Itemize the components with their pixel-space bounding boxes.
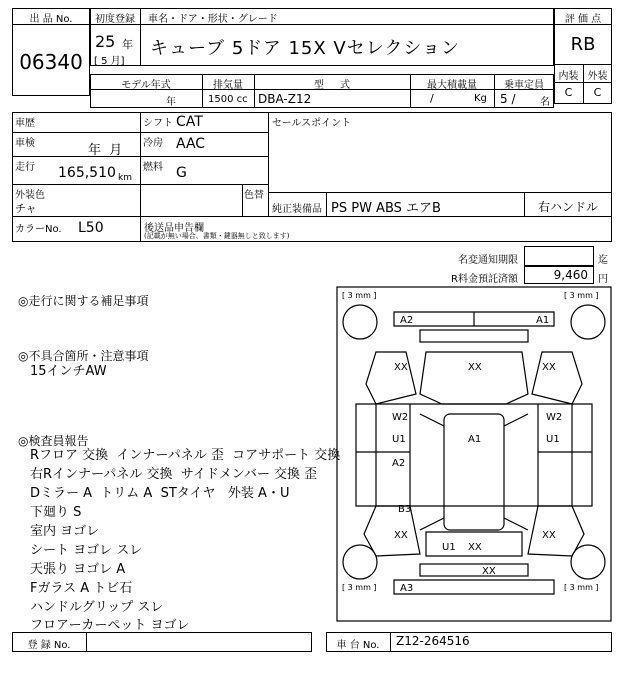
handle: 右ハンドル	[537, 200, 598, 214]
first-reg-label: 初度登録	[95, 14, 135, 25]
inspector-line: ハンドルグリップ スレ	[30, 600, 164, 615]
sales-point-label: セールスポイント	[272, 118, 352, 129]
inspector-line: Dミラー A トリム A STタイヤ 外装 A・U	[30, 486, 290, 501]
deadline-box	[524, 246, 594, 266]
color-no-label: カラーNo.	[15, 224, 62, 235]
recycle-value: 9,460	[553, 268, 588, 282]
tire-label-rr: [ 3 mm ]	[564, 583, 599, 592]
delivery-note: (記載が無い場合、書類・鍵器無しと致します)	[144, 232, 290, 240]
tire-label-rl: [ 3 mm ]	[342, 583, 377, 592]
score: RB	[570, 34, 596, 55]
fuel-label: 燃料	[143, 162, 163, 173]
roof	[444, 414, 504, 530]
mark-left-rear-door: A2	[392, 458, 406, 469]
chassis-label: 車 台 No.	[336, 640, 380, 651]
name-label: 車名・ドア・形状・グレード	[148, 14, 278, 25]
inspector-line: 室内 ヨゴレ	[30, 524, 100, 539]
mark-rear-panel: XX	[482, 566, 496, 577]
tire-label-fl: [ 3 mm ]	[342, 291, 377, 300]
mark-right-front-door-1: W2	[546, 412, 563, 423]
tire-front-right	[571, 305, 605, 339]
max-load-value: /	[430, 92, 434, 105]
first-reg-month: [ 5 月]	[94, 56, 125, 67]
mark-left-front-door-1: W2	[392, 412, 409, 423]
right-front-fender	[532, 352, 582, 404]
inspector-line: Fガラス A トビ石	[30, 581, 133, 596]
mark-back-door-1: U1	[442, 542, 456, 553]
tire-front-left	[343, 305, 377, 339]
capacity-unit: 名	[540, 97, 550, 108]
diagram-frame	[337, 287, 611, 621]
max-load-label: 最大積載量	[427, 80, 477, 91]
lot-label: 出 品 No.	[29, 14, 73, 25]
inspection-label: 車検	[15, 138, 35, 149]
exterior-label: 外装	[587, 71, 608, 82]
tire-rear-left	[343, 545, 377, 579]
displacement-label: 排気量	[213, 80, 243, 91]
equipment-label: 純正装備品	[272, 204, 322, 215]
capacity: 5 /	[500, 92, 516, 106]
model-year-label: モデル年式	[121, 80, 171, 91]
inspector-line: 右Rインナーパネル 交換 サイドメンバー 交換 歪	[30, 467, 318, 482]
left-front-fender	[366, 352, 416, 404]
history-label: 車歴	[15, 118, 35, 129]
mark-left-front-fender: XX	[394, 362, 408, 373]
lot-number: 06340	[19, 50, 83, 74]
shift-label: シフト	[143, 118, 173, 129]
mark-left-quarter-1: B3	[398, 504, 412, 515]
mark-left-quarter-2: XX	[394, 530, 408, 541]
mark-right-front-door-2: U1	[546, 434, 560, 445]
mark-right-front-fender: XX	[542, 362, 556, 373]
driving-title: ◎走行に関する補足事項	[18, 294, 149, 308]
right-quarter	[528, 506, 584, 556]
interior-grade: C	[564, 86, 573, 99]
rear-panel	[420, 564, 528, 576]
chassis-no: Z12-264516	[396, 634, 470, 648]
mark-hood: XX	[468, 362, 482, 373]
repaint-label: 色替	[244, 190, 264, 201]
exterior-grade: C	[593, 86, 602, 99]
first-reg-year: 25	[95, 32, 116, 51]
mileage: 165,510	[58, 165, 116, 181]
recycle-label: R料金預託済額	[451, 274, 518, 285]
defects-title: ◎不具合箇所・注意事項	[18, 349, 149, 363]
deadline-unit: 迄	[598, 255, 608, 266]
inspector-line: Rフロア 交換 インナーパネル 歪 コアサポート 交換	[30, 448, 341, 463]
color: チャ	[15, 202, 37, 215]
ac-label: 冷房	[143, 138, 163, 149]
mileage-label: 走行	[15, 162, 35, 173]
mark-back-door-2: XX	[468, 542, 482, 553]
inspector-line: 天張り ヨゴレ A	[30, 562, 126, 577]
interior-label: 内装	[558, 71, 579, 82]
front-grille	[420, 330, 528, 342]
color-no: L50	[78, 220, 104, 236]
mark-front-bumper-right: A1	[536, 315, 550, 326]
mark-left-front-door-2: U1	[392, 434, 406, 445]
mileage-unit: km	[118, 173, 132, 183]
mark-roof: A1	[468, 434, 482, 445]
hood	[420, 352, 528, 404]
ac: AAC	[176, 136, 206, 152]
year-unit: 年	[122, 38, 133, 51]
model-label: 型 式	[314, 80, 350, 91]
left-quarter	[364, 506, 420, 556]
mark-rear-bumper: A3	[400, 583, 414, 594]
deadline-label: 名変通知期限	[458, 255, 518, 266]
inspector-line: シート ヨゴレ スレ	[30, 543, 143, 558]
displacement: 1500 cc	[208, 94, 248, 105]
model-year-value: 年	[166, 97, 176, 108]
mark-front-bumper-left: A2	[400, 315, 414, 326]
reg-no-label: 登 録 No.	[27, 640, 71, 651]
rear-bumper	[394, 580, 554, 594]
model-code: DBA-Z12	[258, 92, 312, 106]
score-label: 評 価 点	[564, 14, 602, 25]
inspector-line: 下廻り S	[30, 505, 82, 520]
inspector-title: ◎検査員報告	[18, 434, 89, 448]
color-label: 外装色	[15, 190, 45, 201]
tire-label-fr: [ 3 mm ]	[564, 291, 599, 300]
max-load-unit: Kg	[474, 93, 487, 104]
car-name: キューブ 5ドア 15X Vセレクション	[150, 38, 461, 59]
inspector-line: フロアーカーペット ヨゴレ	[30, 618, 190, 633]
equipment: PS PW ABS エアB	[331, 201, 441, 216]
defects-line: 15インチAW	[30, 364, 107, 379]
inspection-value: 年 月	[88, 143, 123, 158]
mark-right-quarter: XX	[542, 530, 556, 541]
capacity-label: 乗車定員	[504, 80, 544, 91]
recycle-unit: 円	[598, 274, 608, 285]
tire-rear-right	[571, 545, 605, 579]
car-damage-diagram	[336, 286, 612, 622]
fuel: G	[176, 165, 187, 181]
shift: CAT	[176, 114, 203, 130]
delivery-label: 後送品申告欄	[144, 223, 204, 234]
